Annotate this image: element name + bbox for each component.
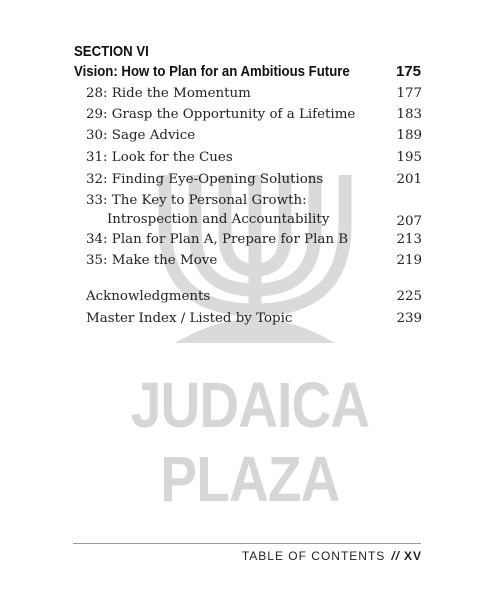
toc-entry-page: 177 (396, 86, 422, 101)
toc-entry[interactable] (86, 126, 422, 145)
section-heading-title: Vision: How to Plan for an Ambitious Future (74, 63, 350, 80)
toc-entry-back-matter[interactable] (86, 287, 422, 306)
section-label: SECTION VI (74, 43, 149, 60)
toc-entry[interactable] (86, 170, 422, 189)
toc-entry-title-continued: Introspection and Accountability (107, 212, 330, 227)
toc-entry-title: Master Index / Listed by Topic (86, 311, 293, 326)
toc-entry[interactable] (86, 251, 422, 270)
toc-entry[interactable] (86, 84, 422, 103)
toc-entry-page: 225 (396, 289, 422, 304)
toc-entry-title: 29: Grasp the Opportunity of a Lifetime (86, 107, 356, 122)
toc-entry-page: 195 (396, 150, 422, 165)
toc-entry-title: 28: Ride the Momentum (86, 86, 251, 101)
toc-entry-page: 207 (396, 214, 422, 229)
watermark-text: JUDAICA PLAZA (130, 369, 370, 515)
running-footer (242, 549, 422, 563)
toc-entry-title: 32: Finding Eye-Opening Solutions (86, 172, 324, 187)
section-heading-page: 175 (395, 63, 421, 80)
toc-entry-page: 213 (396, 232, 422, 247)
toc-entry-page: 219 (396, 253, 422, 268)
folio-page-number: XV (403, 549, 422, 563)
toc-entry[interactable] (86, 148, 422, 167)
footer-label: TABLE OF CONTENTS (241, 549, 386, 563)
toc-entry-title: Acknowledgments (86, 289, 211, 304)
toc-entry-page: 239 (396, 311, 422, 326)
footer-rule (73, 543, 421, 544)
toc-entry-page: 183 (396, 107, 422, 122)
toc-entry-title: 34: Plan for Plan A, Prepare for Plan B (86, 232, 349, 247)
toc-entry[interactable] (86, 230, 422, 249)
toc-entry-title: 35: Make the Move (86, 253, 218, 268)
toc-entry-page: 201 (396, 172, 422, 187)
toc-entry-title: 33: The Key to Personal Growth: (86, 193, 307, 208)
toc-entry-back-matter[interactable] (86, 309, 422, 328)
toc-entry-page: 189 (396, 128, 422, 143)
toc-entry[interactable] (86, 105, 422, 124)
toc-entry-title: 31: Look for the Cues (86, 150, 233, 165)
section-heading[interactable] (74, 63, 424, 83)
toc-entry[interactable] (86, 191, 422, 231)
toc-entry-title: 30: Sage Advice (86, 128, 196, 143)
footer-separator: // (391, 549, 400, 563)
